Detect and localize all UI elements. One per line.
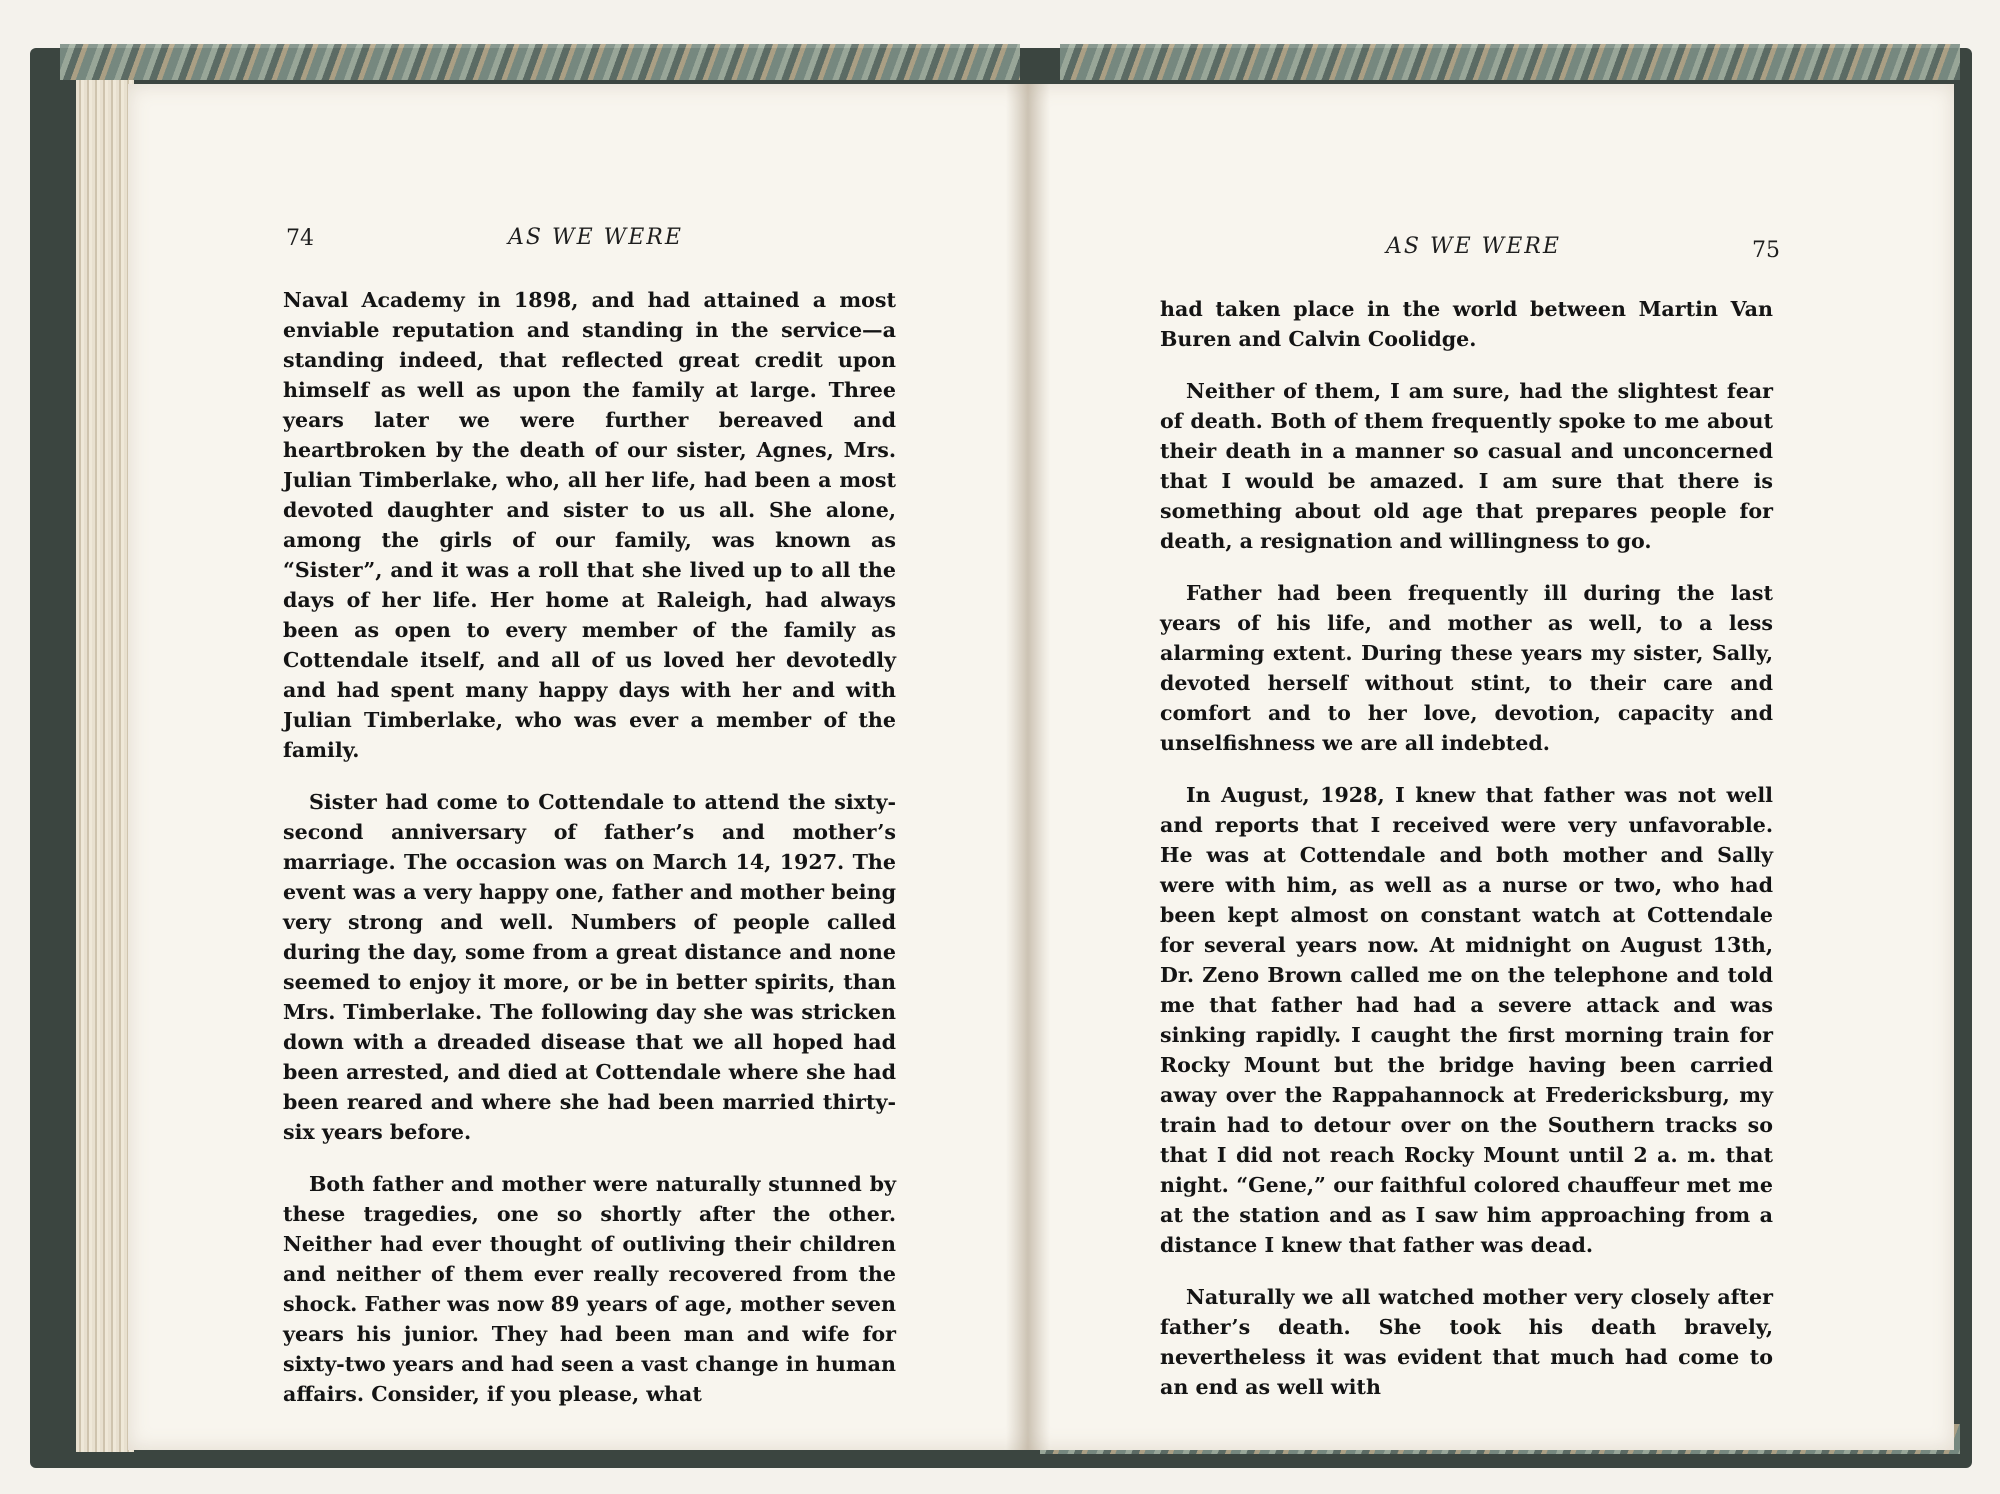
page-edges: [76, 80, 134, 1452]
left-page-text: [283, 285, 896, 1431]
left-paragraph-2: Sister had come to Cottendale to attend the sixty-second anniversary of father’s and mother’s marriage. The occasion was on March 14, 1927. The event was a very happy one, father and mother being very strong and well. Numbers of people called during the day, some from a great distance and none seemed to enjoy it more, or be in better spirits, than Mrs. Timberlake. The following day she was stricken down with a dreaded disease that we all hoped had been arrested, and died at Cottendale where she had been reared and where she had been married thirty-six years before.: [283, 790, 896, 1144]
right-paragraph-2: Neither of them, I am sure, had the slightest fear of death. Both of them frequently spoke to me about their death in a manner so casual and unconcerned that I would be amazed. I am sure that there is something about old age that prepares people for death, a resignation and willingness to go.: [1160, 379, 1773, 553]
left-page-number: 74: [286, 226, 314, 251]
right-paragraph-1: had taken place in the world between Martin Van Buren and Calvin Coolidge.: [1160, 297, 1773, 351]
left-paragraph-1: Naval Academy in 1898, and had attained a most enviable reputation and standing in the service—a standing indeed, that reflected great credit upon himself as well as upon the family at large. Three years later we were further bereaved and heartbroken by the death of our sister, Agnes, Mrs. Julian Timberlake, who, all her life, had been a most devoted daughter and sister to us all. She alone, among the girls of our family, was known as “Sister”, and it was a roll that she lived up to all the days of her life. Her home at Raleigh, had always been as open to every member of the family as Cottendale itself, and all of us loved her devotedly and had spent many happy days with her and with Julian Timberlake, who was ever a member of the family.: [283, 288, 896, 762]
book-gutter: [1006, 84, 1050, 1450]
right-page-text: [1160, 294, 1773, 1424]
right-paragraph-5: Naturally we all watched mother very closely after father’s death. She took his death bravely, nevertheless it was evident that much had come to an end as well with: [1160, 1285, 1773, 1399]
marbled-edge-left: [60, 44, 1020, 80]
left-running-head: AS WE WERE: [508, 225, 683, 250]
right-running-head: AS WE WERE: [1386, 234, 1561, 259]
left-paragraph-3: Both father and mother were naturally stunned by these tragedies, one so shortly after the other. Neither had ever thought of outliving their children and neither of them ever really recovered from the shock. Father was now 89 years of age, mother seven years his junior. They had been man and wife for sixty-two years and had seen a vast change in human affairs. Consider, if you please, what: [283, 1172, 896, 1406]
right-paragraph-3: Father had been frequently ill during the last years of his life, and mother as well, to a less alarming extent. During these years my sister, Sally, devoted herself without stint, to their care and comfort and to her love, devotion, capacity and unselfishness we are all indebted.: [1160, 581, 1773, 755]
right-paragraph-4: In August, 1928, I knew that father was not well and reports that I received were very unfavorable. He was at Cottendale and both mother and Sally were with him, as well as a nurse or two, who had been kept almost on constant watch at Cottendale for several years now. At midnight on August 13th, Dr. Zeno Brown called me on the telephone and told me that father had had a severe attack and was sinking rapidly. I caught the first morning train for Rocky Mount but the bridge having been carried away over the Rappahannock at Fredericksburg, my train had to detour over on the Southern tracks so that I did not reach Rocky Mount until 2 a. m. that night. “Gene,” our faithful colored chauffeur met me at the station and as I saw him approaching from a distance I knew that father was dead.: [1160, 783, 1773, 1257]
marbled-edge-right: [1060, 44, 1960, 80]
right-page-number: 75: [1752, 238, 1780, 263]
